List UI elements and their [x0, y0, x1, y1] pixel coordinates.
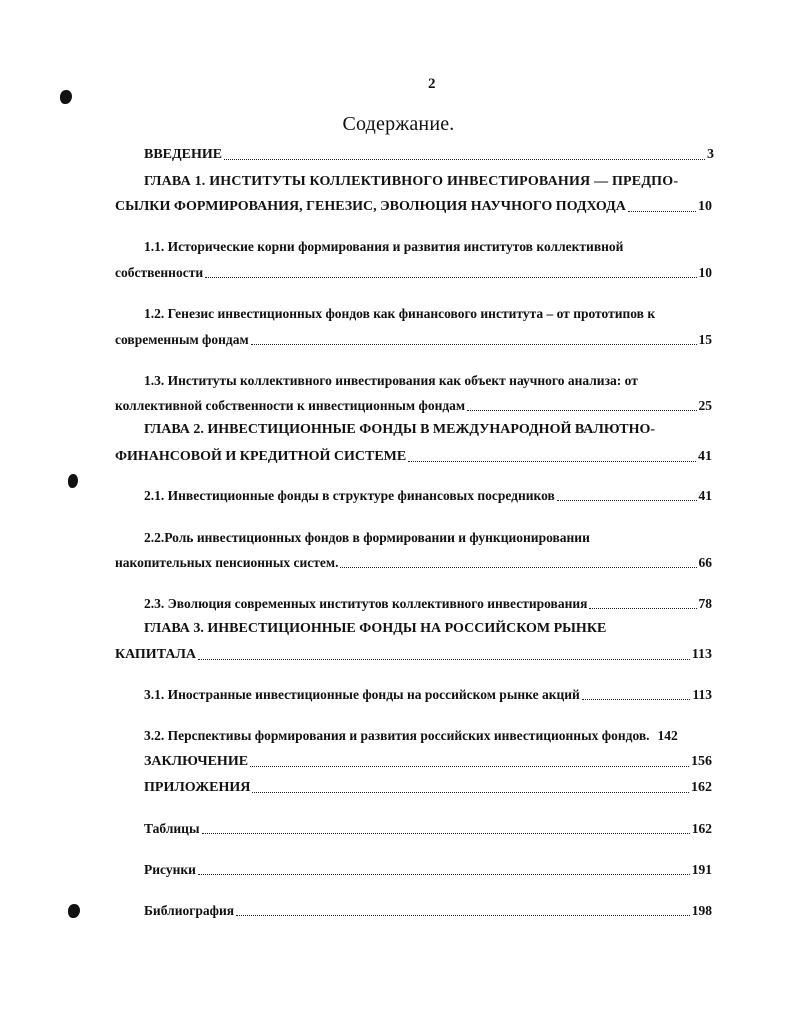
page-title: Содержание.: [342, 113, 455, 135]
toc-page-number: 162: [691, 780, 712, 795]
leader-dots: [467, 409, 696, 411]
toc-entry-appendix: [144, 779, 712, 797]
toc-entry-title: Библиография: [144, 903, 235, 918]
toc-page-number: 25: [698, 398, 712, 413]
toc-chapter-2: [115, 448, 712, 466]
toc-page-number: 15: [698, 332, 712, 347]
toc-entry-title: современным фондам: [115, 332, 249, 347]
toc-page-number: 78: [698, 596, 712, 611]
toc-section-1-2: [115, 331, 712, 349]
toc-page-number: 10: [698, 199, 712, 214]
leader-dots: [251, 343, 697, 345]
toc-section-2-3: [144, 595, 712, 613]
toc-section-2-1: [144, 487, 712, 505]
toc-section-2-2: [115, 554, 712, 572]
leader-dots: [589, 607, 696, 609]
leader-dots: [198, 658, 690, 660]
toc-page-number: 41: [698, 449, 712, 464]
leader-dots: [652, 740, 656, 741]
toc-entry-title: ФИНАНСОВОЙ И КРЕДИТНОЙ СИСТЕМЕ: [115, 449, 407, 464]
leader-dots: [236, 914, 690, 916]
toc-page-number: 41: [698, 488, 712, 503]
toc-entry-title: Рисунки: [144, 862, 196, 877]
toc-entry-title: СЫЛКИ ФОРМИРОВАНИЯ, ГЕНЕЗИС, ЭВОЛЮЦИЯ НАУЧНОГО ПОДХОДА: [115, 199, 626, 214]
toc-chapter-2-line1: ГЛАВА 2. ИНВЕСТИЦИОННЫЕ ФОНДЫ В МЕЖДУНАРОДНОЙ ВАЛЮТНО-: [144, 422, 656, 437]
toc-chapter-3-line1: ГЛАВА 3. ИНВЕСТИЦИОННЫЕ ФОНДЫ НА РОССИЙСКОМ РЫНКЕ: [144, 621, 607, 636]
toc-section-1-1: [115, 264, 712, 282]
toc-entry-bibliography: [144, 902, 712, 920]
leader-dots: [205, 276, 696, 278]
toc-entry-title: накопительных пенсионных систем.: [115, 555, 339, 570]
toc-page-number: 10: [698, 265, 712, 280]
leader-dots: [340, 566, 696, 568]
toc-page-number: 156: [691, 754, 712, 769]
toc-page-number: 113: [691, 647, 712, 662]
leader-dots: [408, 460, 696, 462]
toc-page-number: 191: [691, 862, 712, 877]
leader-dots: [557, 499, 697, 501]
toc-page-number: 3: [707, 147, 714, 162]
toc-chapter-3: [115, 646, 712, 664]
toc-chapter-1: [115, 198, 712, 216]
toc-section-3-2: [144, 727, 712, 745]
page-number: 2: [428, 76, 436, 92]
leader-dots: [628, 210, 696, 212]
toc-page-number: 66: [698, 555, 712, 570]
toc-section-1-1-line1: 1.1. Исторические корни формирования и развития институтов коллективной: [144, 239, 624, 254]
leader-dots: [224, 158, 705, 160]
leader-dots: [582, 698, 691, 700]
toc-entry-title: Таблицы: [144, 821, 200, 836]
toc-entry-tables: [144, 820, 712, 838]
leader-dots: [202, 832, 690, 834]
toc-entry-title: 3.1. Иностранные инвестиционные фонды на российском рынке акций: [144, 687, 580, 702]
toc-section-1-2-line1: 1.2. Генезис инвестиционных фондов как финансового института – от прототипов к: [144, 306, 656, 321]
toc-entry-title: ЗАКЛЮЧЕНИЕ: [144, 754, 249, 769]
toc-entry-conclusion: [144, 753, 712, 771]
leader-dots: [252, 791, 689, 793]
leader-dots: [250, 765, 689, 767]
toc-section-1-3-line1: 1.3. Институты коллективного инвестирования как объект научного анализа: от: [144, 373, 638, 388]
toc-entry-title: ВВЕДЕНИЕ: [144, 147, 223, 162]
leader-dots: [198, 873, 690, 875]
toc-page-number: 162: [691, 821, 712, 836]
toc-entry-title: 3.2. Перспективы формирования и развития российских инвестиционных фондов.: [144, 728, 650, 743]
toc-section-2-2-line1: 2.2.Роль инвестиционных фондов в формировании и функционировании: [144, 530, 590, 545]
toc-chapter-1-line1: ГЛАВА 1. ИНСТИТУТЫ КОЛЛЕКТИВНОГО ИНВЕСТИРОВАНИЯ — ПРЕДПО-: [144, 174, 679, 189]
toc-page-number: 113: [692, 687, 712, 702]
toc-page-number: 142: [657, 728, 678, 743]
toc-entry-figures: [144, 861, 712, 879]
toc-entry-title: 2.3. Эволюция современных институтов коллективного инвестирования: [144, 596, 588, 611]
toc-entry-title: коллективной собственности к инвестиционным фондам: [115, 398, 466, 413]
toc-entry-title: ПРИЛОЖЕНИЯ: [144, 780, 251, 795]
toc-section-1-3: [115, 397, 712, 415]
toc-page-number: 198: [691, 903, 712, 918]
toc-entry-intro: [144, 146, 714, 164]
toc-section-3-1: [144, 686, 712, 704]
toc-entry-title: КАПИТАЛА: [115, 647, 196, 662]
toc-entry-title: 2.1. Инвестиционные фонды в структуре финансовых посредников: [144, 488, 555, 503]
toc-entry-title: собственности: [115, 265, 204, 280]
